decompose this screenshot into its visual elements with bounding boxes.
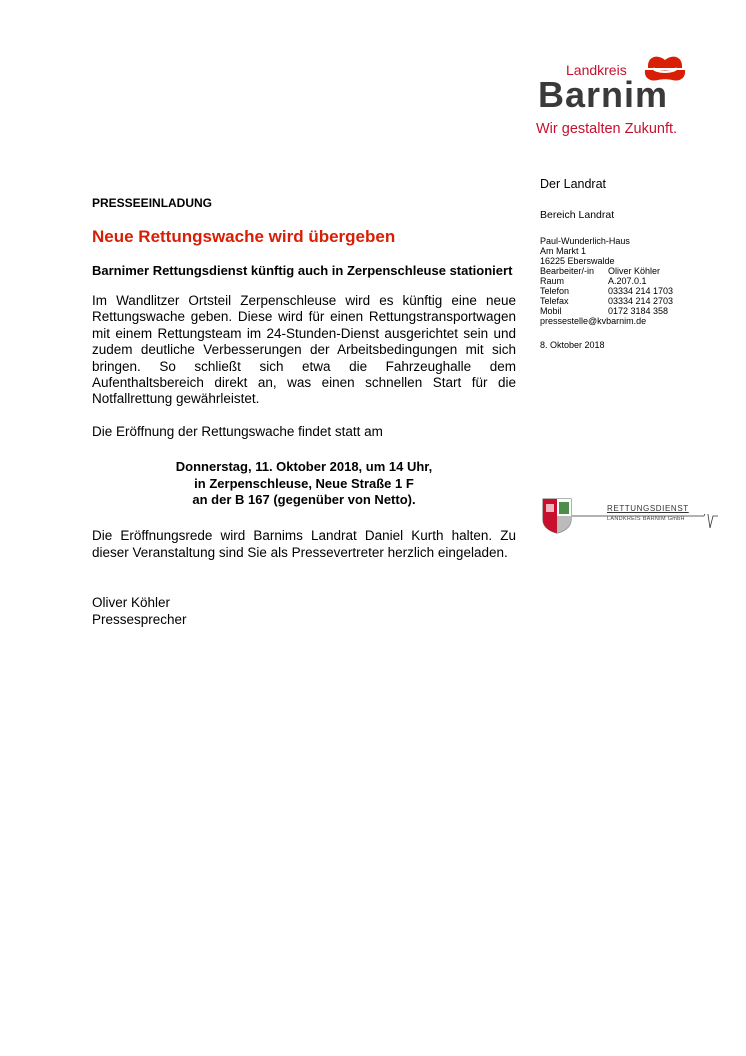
contact-label: Telefon bbox=[540, 286, 570, 296]
event-date-line: Donnerstag, 11. Oktober 2018, um 14 Uhr, bbox=[175, 459, 433, 475]
contact-value: 03334 214 1703 bbox=[608, 286, 674, 296]
sender-info bbox=[540, 176, 740, 350]
contact-label: Bearbeiter/-in bbox=[540, 266, 595, 276]
logo-barnim-text: Barnim bbox=[538, 74, 669, 115]
contact-value: 0172 3184 358 bbox=[608, 306, 669, 316]
event-landmark-line: an der B 167 (gegenüber von Netto). bbox=[192, 492, 416, 508]
signature-block bbox=[92, 595, 516, 628]
sender-department: Bereich Landrat bbox=[540, 209, 615, 221]
rettungsdienst-title: RETTUNGSDIENST bbox=[607, 504, 689, 513]
contact-row bbox=[540, 266, 740, 276]
document-kicker: PRESSEEINLADUNG bbox=[92, 196, 213, 210]
rettungsdienst-subtitle: LANDKREIS BARNIM GmbH bbox=[607, 516, 685, 522]
rettungsdienst-logo bbox=[542, 498, 718, 538]
contact-row bbox=[540, 286, 740, 296]
signature-role: Pressesprecher bbox=[92, 611, 187, 627]
contact-label: Raum bbox=[540, 276, 565, 286]
address-line: Paul-Wunderlich-Haus bbox=[540, 236, 630, 246]
contact-row bbox=[540, 306, 740, 316]
contact-row bbox=[540, 276, 740, 286]
contact-value: Oliver Köhler bbox=[608, 266, 661, 276]
coat-of-arms-icon bbox=[542, 498, 572, 534]
closing-paragraph: Die Eröffnungsrede wird Barnims Landrat Daniel Kurth halten. Zu dieser Veranstaltung sind Sie als Pressevertreter herzlich eingeladen. bbox=[92, 528, 516, 560]
logo-tagline: Wir gestalten Zukunft. bbox=[536, 121, 678, 137]
event-details bbox=[92, 459, 516, 508]
contact-email[interactable]: pressestelle@kvbarnim.de bbox=[540, 316, 647, 326]
document-date: 8. Oktober 2018 bbox=[540, 340, 605, 350]
event-intro: Die Eröffnung der Rettungswache findet statt am bbox=[92, 423, 383, 439]
contact-row bbox=[540, 296, 740, 306]
logo-landkreis-text: Landkreis bbox=[566, 62, 627, 78]
contact-value: 03334 214 2703 bbox=[608, 296, 674, 306]
contact-value: A.207.0.1 bbox=[608, 276, 647, 286]
address-line: 16225 Eberswalde bbox=[540, 256, 615, 266]
landkreis-barnim-logo bbox=[536, 52, 696, 148]
event-location-line: in Zerpenschleuse, Neue Straße 1 F bbox=[194, 475, 414, 491]
sender-address bbox=[540, 236, 740, 326]
address-line: Am Markt 1 bbox=[540, 246, 587, 256]
headline: Neue Rettungswache wird übergeben bbox=[92, 227, 396, 246]
subheadline: Barnimer Rettungsdienst künftig auch in Zerpenschleuse stationiert bbox=[92, 263, 513, 278]
sender-title: Der Landrat bbox=[540, 177, 607, 191]
press-release-body bbox=[92, 196, 516, 628]
signature-name: Oliver Köhler bbox=[92, 595, 171, 611]
contact-label: Telefax bbox=[540, 296, 569, 306]
body-paragraph: Im Wandlitzer Ortsteil Zerpenschleuse wird es künftig eine neue Rettungswache geben. Diese wird für einen Rettungstransportwagen mit einem Rettungsteam im 24-Stunden-Dienst ausgerichtet sein und zudem deutliche Verbesserungen der Arbeitsbedingungen mit sich bringen. So schließt sich etwa die Fahrzeughalle dem Aufenthaltsbereich direkt an, was einen schnellen Start für die Notfallrettung gewährleistet. bbox=[92, 293, 516, 407]
contact-label: Mobil bbox=[540, 306, 562, 316]
